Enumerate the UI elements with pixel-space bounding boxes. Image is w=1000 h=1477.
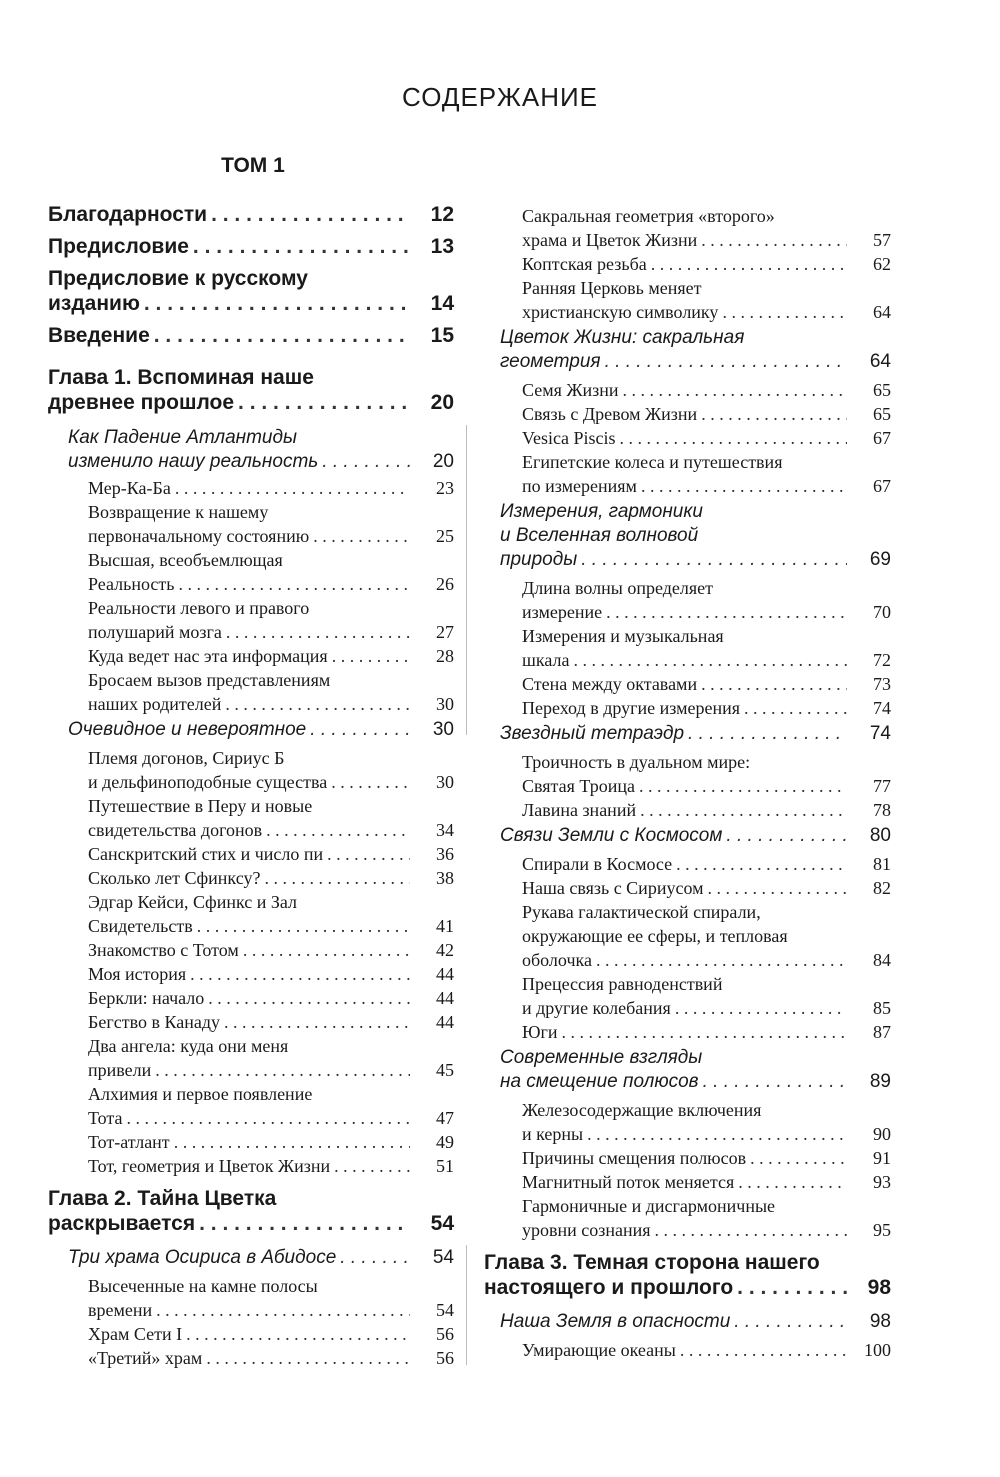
- dot-leader: [154, 323, 410, 348]
- page-number: 65: [873, 380, 891, 400]
- entry-title-line: изменило нашу реальность: [68, 451, 319, 472]
- entry-title-line: Гармоничные и дисгармоничные: [522, 1196, 776, 1216]
- page-number: 54: [432, 1247, 454, 1268]
- dot-leader: [639, 774, 847, 798]
- entry-title-line: Бегство в Канаду: [88, 1012, 220, 1032]
- dot-leader: [211, 202, 410, 227]
- section-entry[interactable]: [484, 500, 891, 572]
- page-number: 87: [873, 1022, 891, 1042]
- subsection-entry[interactable]: [484, 1194, 891, 1242]
- entry-title-line: Путешествие в Перу и новые: [88, 796, 313, 816]
- entry-title-line: раскрывается: [48, 1212, 196, 1235]
- dot-leader: [587, 1122, 847, 1146]
- dot-leader: [206, 1346, 410, 1370]
- entry-title-line: Благодарности: [48, 203, 208, 226]
- dot-leader: [676, 852, 847, 876]
- page-number: 69: [869, 549, 891, 570]
- entry-title-line: Наша связь с Сириусом: [522, 878, 704, 898]
- chapter-entry[interactable]: [48, 234, 454, 259]
- entry-title-line: привели: [88, 1060, 152, 1080]
- dot-leader: [313, 524, 410, 548]
- section-entry[interactable]: [484, 1046, 891, 1094]
- subsection-entry[interactable]: [484, 378, 891, 402]
- entry-title-line: Возвращение к нашему: [88, 502, 269, 522]
- page-number: 73: [873, 674, 891, 694]
- entry-title-line: Мер-Ка-Ба: [88, 478, 171, 498]
- dot-leader: [199, 1211, 410, 1236]
- page-number: 56: [436, 1324, 454, 1344]
- entry-title-line: на смещение полюсов: [500, 1071, 699, 1092]
- page-number: 100: [864, 1340, 891, 1360]
- dot-leader: [640, 798, 847, 822]
- entry-title-line: и Вселенная волновой: [500, 525, 699, 546]
- page-number: 26: [436, 574, 454, 594]
- dot-leader: [193, 234, 410, 259]
- page-number: 95: [873, 1220, 891, 1240]
- entry-title-line: Переход в другие измерения: [522, 698, 741, 718]
- entry-title-line: Знакомство с Тотом: [88, 940, 239, 960]
- section-entry[interactable]: [484, 326, 891, 374]
- page-number: 54: [430, 1212, 454, 1235]
- subsection-entry[interactable]: [48, 794, 454, 842]
- page-title: СОДЕРЖАНИЕ: [401, 82, 598, 112]
- entry-title-line: полушарий мозга: [88, 622, 222, 642]
- entry-title-line: наших родителей: [88, 694, 222, 714]
- chapter-entry[interactable]: [48, 323, 454, 348]
- entry-title-line: Умирающие океаны: [522, 1340, 676, 1360]
- page-number: 12: [430, 203, 454, 226]
- subsection-entry[interactable]: [484, 1170, 891, 1194]
- entry-title-line: Бросаем вызов представлениям: [88, 670, 331, 690]
- subsection-entry[interactable]: [484, 750, 891, 798]
- page-number: 15: [430, 324, 454, 347]
- subsection-entry[interactable]: [484, 696, 891, 720]
- entry-title-line: Наша Земля в опасности: [500, 1311, 731, 1332]
- entry-title-line: Сколько лет Сфинксу?: [88, 868, 261, 888]
- page-number: 57: [873, 230, 891, 250]
- page-number: 14: [430, 292, 454, 315]
- dot-leader: [722, 300, 847, 324]
- dot-leader: [327, 842, 410, 866]
- page-number: 44: [436, 964, 454, 984]
- subsection-entry[interactable]: [484, 1146, 891, 1170]
- entry-title-line: Реальности левого и правого: [88, 598, 310, 618]
- dot-leader: [750, 1146, 847, 1170]
- entry-title-line: окружающие ее сферы, и тепловая: [522, 926, 788, 946]
- left-divider: [466, 1245, 467, 1365]
- volume-heading: ТОМ 1: [221, 154, 285, 177]
- page-number: 65: [873, 404, 891, 424]
- entry-title-line: Семя Жизни: [522, 380, 619, 400]
- page-number: 54: [436, 1300, 454, 1320]
- page-number: 27: [436, 622, 454, 642]
- dot-leader: [701, 402, 847, 426]
- subsection-entry[interactable]: [48, 1346, 454, 1370]
- entry-title-line: Очевидное и невероятное: [68, 719, 307, 740]
- subsection-entry[interactable]: [484, 798, 891, 822]
- page-number: 23: [436, 478, 454, 498]
- entry-title-line: «Третий» храм: [88, 1348, 203, 1368]
- chapter-entry[interactable]: [48, 202, 454, 227]
- entry-title-line: уровни сознания: [522, 1220, 651, 1240]
- subsection-entry[interactable]: [48, 1082, 454, 1130]
- entry-title-line: Современные взгляды: [500, 1047, 703, 1068]
- dot-leader: [334, 1154, 410, 1178]
- section-entry[interactable]: [484, 1310, 891, 1334]
- entry-title-line: и керны: [522, 1124, 584, 1144]
- dot-leader: [744, 696, 847, 720]
- dot-leader: [332, 644, 410, 668]
- dot-leader: [581, 548, 847, 572]
- entry-title-line: Тот, геометрия и Цветок Жизни: [88, 1156, 331, 1176]
- dot-leader: [266, 818, 410, 842]
- page-number: 90: [873, 1124, 891, 1144]
- subsection-entry[interactable]: [48, 596, 454, 644]
- subsection-entry[interactable]: [48, 668, 454, 716]
- entry-title-line: оболочка: [522, 950, 592, 970]
- chapter-entry[interactable]: [48, 365, 454, 415]
- dot-leader: [623, 378, 847, 402]
- subsection-entry[interactable]: [48, 986, 454, 1010]
- dot-leader: [331, 770, 410, 794]
- page-number: 45: [436, 1060, 454, 1080]
- dot-leader: [708, 876, 848, 900]
- page-number: 67: [873, 476, 891, 496]
- dot-leader: [620, 426, 848, 450]
- page-number: 64: [869, 351, 891, 372]
- dot-leader: [208, 986, 410, 1010]
- subsection-entry[interactable]: [484, 204, 891, 252]
- dot-leader: [573, 648, 847, 672]
- dot-leader: [226, 620, 410, 644]
- dot-leader: [675, 996, 847, 1020]
- dot-leader: [238, 390, 410, 415]
- page-number: 30: [432, 719, 454, 740]
- dot-leader: [726, 824, 847, 848]
- entry-title-line: Реальность: [88, 574, 175, 594]
- page-number: 74: [873, 698, 891, 718]
- entry-title-line: Сакральная геометрия «второго»: [522, 206, 775, 226]
- subsection-entry[interactable]: [48, 1010, 454, 1034]
- entry-title-line: Причины смещения полюсов: [522, 1148, 747, 1168]
- entry-title-line: Цветок Жизни: сакральная: [500, 327, 745, 348]
- entry-title-line: Племя догонов, Сириус Б: [88, 748, 285, 768]
- subsection-entry[interactable]: [48, 746, 454, 794]
- subsection-entry[interactable]: [484, 576, 891, 624]
- entry-title-line: Железосодержащие включения: [522, 1100, 762, 1120]
- dot-leader: [701, 228, 847, 252]
- subsection-entry[interactable]: [48, 1322, 454, 1346]
- dot-leader: [655, 1218, 847, 1242]
- entry-title-line: Связь с Древом Жизни: [522, 404, 698, 424]
- subsection-entry[interactable]: [484, 450, 891, 498]
- entry-title-line: первоначальному состоянию: [88, 526, 310, 546]
- entry-title-line: Введение: [48, 324, 150, 347]
- entry-title-line: Предисловие к русскому: [48, 267, 308, 290]
- entry-title-line: по измерениям: [522, 476, 637, 496]
- subsection-entry[interactable]: [484, 1338, 891, 1362]
- entry-title-line: Три храма Осириса в Абидосе: [68, 1247, 337, 1268]
- subsection-entry[interactable]: [48, 1274, 454, 1322]
- dot-leader: [737, 1275, 847, 1300]
- page-number: 56: [436, 1348, 454, 1368]
- page-number: 47: [436, 1108, 454, 1128]
- page-number: 30: [436, 772, 454, 792]
- entry-title-line: настоящего и прошлого: [484, 1276, 734, 1299]
- entry-title-line: древнее прошлое: [48, 391, 235, 414]
- page-number: 64: [873, 302, 891, 322]
- entry-title-line: Глава 1. Вспоминая наше: [48, 366, 314, 389]
- page-number: 20: [430, 391, 454, 414]
- page-number: 98: [867, 1276, 891, 1299]
- subsection-entry[interactable]: [484, 426, 891, 450]
- entry-title-line: Измерения и музыкальная: [522, 626, 724, 646]
- page-number: 42: [436, 940, 454, 960]
- entry-title-line: Юги: [522, 1022, 558, 1042]
- page-number: 81: [873, 854, 891, 874]
- subsection-entry[interactable]: [48, 938, 454, 962]
- dot-leader: [144, 291, 410, 316]
- dot-leader: [651, 252, 847, 276]
- dot-leader: [186, 1322, 410, 1346]
- page-number: 41: [436, 916, 454, 936]
- entry-title-line: Стена между октавами: [522, 674, 698, 694]
- entry-title-line: Коптская резьба: [522, 254, 647, 274]
- section-entry[interactable]: [48, 718, 454, 742]
- dot-leader: [322, 450, 410, 474]
- entry-title-line: Санскритский стих и число пи: [88, 844, 324, 864]
- dot-leader: [224, 1010, 410, 1034]
- entry-title-line: Два ангела: куда они меня: [88, 1036, 289, 1056]
- subsection-entry[interactable]: [48, 476, 454, 500]
- chapter-entry[interactable]: [484, 1250, 891, 1300]
- page-number: 38: [436, 868, 454, 888]
- subsection-entry[interactable]: [484, 852, 891, 876]
- dot-leader: [641, 474, 847, 498]
- page-number: 74: [869, 723, 891, 744]
- section-entry[interactable]: [48, 1246, 454, 1270]
- entry-title-line: храма и Цветок Жизни: [522, 230, 698, 250]
- dot-leader: [243, 938, 410, 962]
- entry-title-line: Длина волны определяет: [522, 578, 714, 598]
- dot-leader: [310, 718, 410, 742]
- entry-title-line: Глава 3. Темная сторона нашего: [484, 1251, 820, 1274]
- subsection-entry[interactable]: [48, 962, 454, 986]
- entry-title-line: изданию: [48, 292, 140, 315]
- subsection-entry[interactable]: [48, 500, 454, 548]
- page-number: 20: [432, 451, 454, 472]
- entry-title-line: Высеченные на камне полосы: [88, 1276, 318, 1296]
- entry-title-line: Алхимия и первое появление: [88, 1084, 313, 1104]
- entry-title-line: Звездный тетраэдр: [500, 723, 685, 744]
- subsection-entry[interactable]: [484, 624, 891, 672]
- dot-leader: [175, 476, 410, 500]
- dot-leader: [605, 350, 847, 374]
- page-number: 25: [436, 526, 454, 546]
- entry-title-line: Троичность в дуальном мире:: [522, 752, 751, 772]
- entry-title-line: Ранняя Церковь меняет: [522, 278, 702, 298]
- subsection-entry[interactable]: [48, 1154, 454, 1178]
- dot-leader: [174, 1130, 410, 1154]
- page-number: 67: [873, 428, 891, 448]
- page-number: 84: [873, 950, 891, 970]
- entry-title-line: Беркли: начало: [88, 988, 205, 1008]
- entry-title-line: Египетские колеса и путешествия: [522, 452, 783, 472]
- dot-leader: [688, 722, 847, 746]
- entry-title-line: времени: [88, 1300, 153, 1320]
- page-number: 51: [436, 1156, 454, 1176]
- dot-leader: [738, 1170, 847, 1194]
- subsection-entry[interactable]: [484, 252, 891, 276]
- entry-title-line: Свидетельств: [88, 916, 193, 936]
- subsection-entry[interactable]: [48, 890, 454, 938]
- entry-title-line: Связи Земли с Космосом: [500, 825, 723, 846]
- subsection-entry[interactable]: [484, 972, 891, 1020]
- page-number: 36: [436, 844, 454, 864]
- dot-leader: [264, 866, 410, 890]
- entry-title-line: Измерения, гармоники: [500, 501, 703, 522]
- subsection-entry[interactable]: [484, 876, 891, 900]
- entry-title-line: Моя история: [88, 964, 187, 984]
- subsection-entry[interactable]: [484, 402, 891, 426]
- dot-leader: [155, 1058, 410, 1082]
- page-number: 13: [430, 235, 454, 258]
- entry-title-line: Рукава галактической спирали,: [522, 902, 761, 922]
- dot-leader: [225, 692, 410, 716]
- entry-title-line: христианскую символику: [522, 302, 719, 322]
- page-number: 80: [869, 825, 891, 846]
- page-number: 72: [873, 650, 891, 670]
- subsection-entry[interactable]: [48, 1130, 454, 1154]
- dot-leader: [606, 600, 847, 624]
- dot-leader: [701, 672, 847, 696]
- page-number: 62: [873, 254, 891, 274]
- entry-title-line: свидетельства догонов: [88, 820, 263, 840]
- page-number: 70: [873, 602, 891, 622]
- dot-leader: [596, 948, 847, 972]
- dot-leader: [156, 1298, 410, 1322]
- chapter-entry[interactable]: [48, 1186, 454, 1236]
- page-number: 34: [436, 820, 454, 840]
- page-number: 89: [869, 1071, 891, 1092]
- entry-title-line: Тот-атлант: [88, 1132, 170, 1152]
- dot-leader: [680, 1338, 847, 1362]
- section-entry[interactable]: [484, 824, 891, 848]
- dot-leader: [190, 962, 410, 986]
- dot-leader: [703, 1070, 847, 1094]
- subsection-entry[interactable]: [484, 672, 891, 696]
- entry-title-line: Прецессия равноденствий: [522, 974, 723, 994]
- subsection-entry[interactable]: [484, 276, 891, 324]
- entry-title-line: Vesica Piscis: [522, 428, 616, 448]
- subsection-entry[interactable]: [484, 1098, 891, 1146]
- section-entry[interactable]: [484, 722, 891, 746]
- entry-title-line: и дельфиноподобные существа: [88, 772, 328, 792]
- entry-title-line: Глава 2. Тайна Цветка: [48, 1187, 277, 1210]
- entry-title-line: Храм Сети I: [88, 1324, 183, 1344]
- page-number: 98: [869, 1311, 891, 1332]
- dot-leader: [178, 572, 410, 596]
- subsection-entry[interactable]: [484, 900, 891, 972]
- entry-title-line: Эдгар Кейси, Сфинкс и Зал: [88, 892, 298, 912]
- page-number: 49: [436, 1132, 454, 1152]
- subsection-entry[interactable]: [48, 842, 454, 866]
- entry-title-line: геометрия: [500, 351, 601, 372]
- entry-title-line: Святая Троица: [522, 776, 635, 796]
- subsection-entry[interactable]: [48, 1034, 454, 1082]
- page-number: 77: [873, 776, 891, 796]
- subsection-entry[interactable]: [48, 644, 454, 668]
- entry-title-line: и другие колебания: [522, 998, 671, 1018]
- dot-leader: [340, 1246, 410, 1270]
- page-number: 28: [436, 646, 454, 666]
- page-number: 85: [873, 998, 891, 1018]
- entry-title-line: Магнитный поток меняется: [522, 1172, 735, 1192]
- section-entry[interactable]: [48, 426, 454, 474]
- page-number: 91: [873, 1148, 891, 1168]
- dot-leader: [126, 1106, 410, 1130]
- entry-title-line: Тота: [88, 1108, 123, 1128]
- entry-title-line: измерение: [522, 602, 603, 622]
- page-number: 44: [436, 1012, 454, 1032]
- entry-title-line: природы: [500, 549, 578, 570]
- page-number: 93: [873, 1172, 891, 1192]
- entry-title-line: шкала: [522, 650, 570, 670]
- subsection-entry[interactable]: [48, 866, 454, 890]
- entry-title-line: Как Падение Атлантиды: [68, 427, 297, 448]
- page-number: 82: [873, 878, 891, 898]
- page-number: 78: [873, 800, 891, 820]
- entry-title-line: Лавина знаний: [522, 800, 637, 820]
- entry-title-line: Спирали в Космосе: [522, 854, 673, 874]
- page-number: 44: [436, 988, 454, 1008]
- dot-leader: [197, 914, 410, 938]
- left-divider: [466, 425, 467, 735]
- entry-title-line: Предисловие: [48, 235, 189, 258]
- chapter-entry[interactable]: [48, 266, 454, 316]
- dot-leader: [562, 1020, 847, 1044]
- dot-leader: [734, 1310, 847, 1334]
- entry-title-line: Куда ведет нас эта информация: [88, 646, 328, 666]
- subsection-entry[interactable]: [484, 1020, 891, 1044]
- subsection-entry[interactable]: [48, 548, 454, 596]
- page-number: 30: [436, 694, 454, 714]
- entry-title-line: Высшая, всеобъемлющая: [88, 550, 283, 570]
